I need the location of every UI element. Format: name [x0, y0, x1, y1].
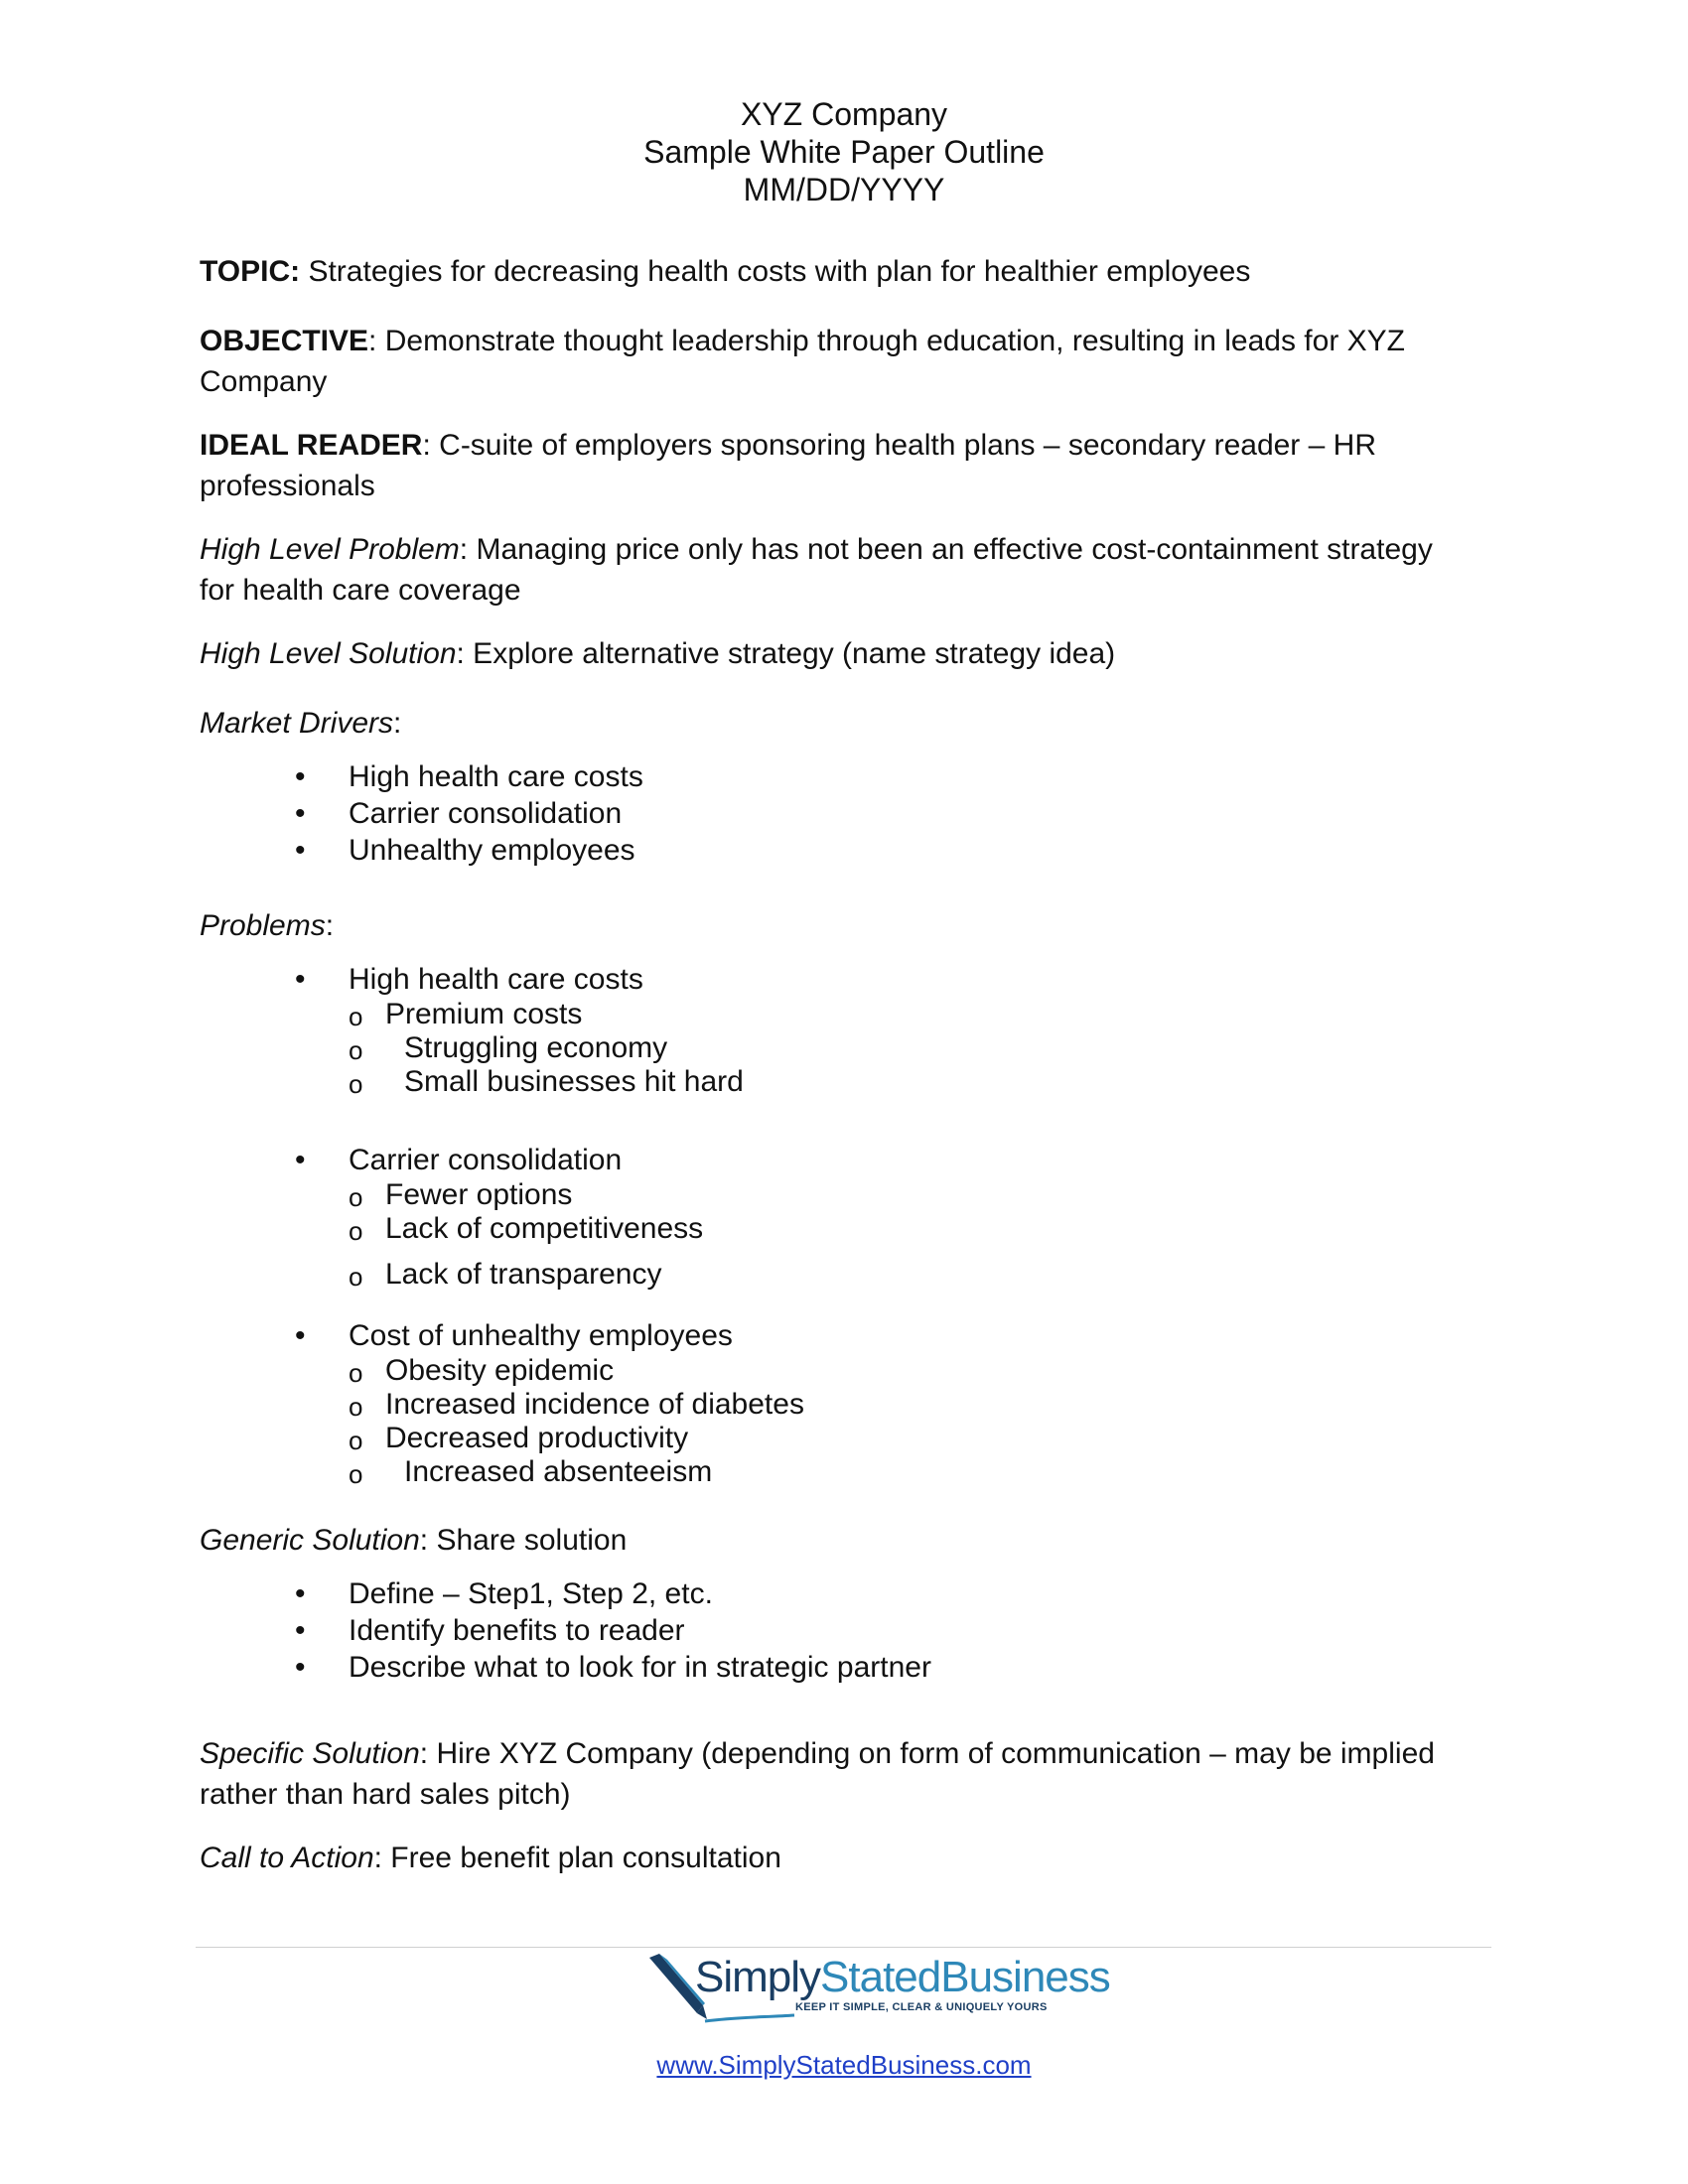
bullet-icon: •: [295, 1614, 306, 1647]
bullet-icon: •: [295, 1144, 306, 1176]
document-date: MM/DD/YYYY: [743, 172, 945, 207]
bullet-icon: •: [295, 797, 306, 830]
market-drivers-label: Market Drivers: [200, 707, 394, 740]
generic-solution-label: Generic Solution: [200, 1524, 420, 1557]
sub-list-item: [200, 1065, 1480, 1099]
sub-list-item-text: Increased incidence of diabetes: [385, 1388, 804, 1421]
company-logo: [645, 1952, 1110, 2027]
specific-solution-section: [200, 1733, 1480, 1815]
specific-solution-text-line1: : Hire XYZ Company (depending on form of communication – may be implied: [419, 1737, 1435, 1770]
market-drivers-heading: [200, 703, 1480, 744]
high-level-solution-label: High Level Solution: [200, 637, 457, 670]
problems-colon: :: [325, 909, 335, 942]
problems-group-1: [200, 961, 1480, 1099]
topic-section: [200, 251, 1480, 292]
ideal-reader-label: IDEAL READER: [200, 429, 423, 462]
sub-list-item-text: Small businesses hit hard: [404, 1065, 744, 1098]
circle-bullet-icon: o: [349, 1216, 363, 1246]
list-item: [200, 795, 1480, 832]
logo-word-simply: Simply: [695, 1953, 821, 2001]
sub-list-item: [200, 1354, 1480, 1388]
sub-list-item-text: Premium costs: [385, 998, 583, 1030]
list-item-text: Carrier consolidation: [349, 797, 623, 830]
circle-bullet-icon: o: [349, 1392, 363, 1422]
circle-bullet-icon: o: [349, 1182, 363, 1212]
list-item-text: High health care costs: [349, 760, 643, 793]
topic-label: TOPIC:: [200, 255, 301, 288]
problems-heading: [200, 905, 1480, 946]
list-item: [200, 1142, 1480, 1178]
objective-text-line1: : Demonstrate thought leadership through education, resulting in leads for XYZ: [368, 325, 1405, 357]
list-item-text: Identify benefits to reader: [349, 1614, 685, 1647]
sub-list-item: [200, 1212, 1480, 1246]
circle-bullet-icon: o: [349, 1459, 363, 1489]
problems-label: Problems: [200, 909, 326, 942]
list-item-text: High health care costs: [349, 963, 643, 996]
sub-list-item: [200, 1455, 1480, 1489]
market-drivers-colon: :: [393, 707, 402, 740]
bullet-icon: •: [295, 760, 306, 793]
bullet-icon: •: [295, 1577, 306, 1610]
bullet-icon: •: [295, 1651, 306, 1684]
sub-list-item: [200, 1178, 1480, 1212]
circle-bullet-icon: o: [349, 1035, 363, 1065]
circle-bullet-icon: o: [349, 1262, 363, 1292]
specific-solution-text-line2: rather than hard sales pitch): [200, 1778, 571, 1811]
sub-list-item: [200, 1422, 1480, 1455]
specific-solution-label: Specific Solution: [200, 1737, 420, 1770]
bullet-icon: •: [295, 834, 306, 867]
sub-list-item-text: Decreased productivity: [385, 1422, 689, 1454]
topic-text: Strategies for decreasing health costs with plan for healthier employees: [300, 255, 1251, 288]
company-name: XYZ Company: [740, 96, 948, 132]
sub-list-item-text: Lack of transparency: [385, 1258, 662, 1291]
high-level-problem-text-line2: for health care coverage: [200, 574, 521, 607]
sub-list-item-text: Struggling economy: [404, 1031, 668, 1064]
logo-word-statedbusiness: StatedBusiness: [820, 1953, 1110, 2001]
list-item: [200, 832, 1480, 869]
sub-list-item-text: Increased absenteeism: [404, 1455, 713, 1488]
list-item: [200, 1612, 1480, 1649]
ideal-reader-text-line1: : C-suite of employers sponsoring health plans – secondary reader – HR: [422, 429, 1376, 462]
document-title: Sample White Paper Outline: [643, 134, 1045, 170]
sub-list-item-text: Fewer options: [385, 1178, 573, 1211]
list-item-text: Describe what to look for in strategic partner: [349, 1651, 931, 1684]
footer-divider: [196, 1947, 1491, 1948]
circle-bullet-icon: o: [349, 1358, 363, 1388]
list-item: [200, 1317, 1480, 1354]
circle-bullet-icon: o: [349, 1426, 363, 1455]
generic-solution-list: [200, 1575, 1480, 1686]
sub-list-item-text: Obesity epidemic: [385, 1354, 615, 1387]
document-header: [0, 95, 1688, 208]
list-item: [200, 1649, 1480, 1686]
bullet-icon: •: [295, 963, 306, 996]
objective-section: [200, 321, 1480, 402]
sub-list-item: [200, 1388, 1480, 1422]
generic-solution-text: : Share solution: [419, 1524, 628, 1557]
call-to-action-text: : Free benefit plan consultation: [373, 1842, 781, 1874]
high-level-problem-section: [200, 529, 1480, 611]
market-drivers-list: [200, 758, 1480, 869]
sub-list-item-text: Lack of competitiveness: [385, 1212, 704, 1245]
call-to-action-section: [200, 1838, 1480, 1878]
generic-solution-section: [200, 1520, 1480, 1561]
circle-bullet-icon: o: [349, 1002, 363, 1031]
list-item-text: Define – Step1, Step 2, etc.: [349, 1577, 713, 1610]
circle-bullet-icon: o: [349, 1069, 363, 1099]
logo-wordmark: [695, 1952, 1110, 2003]
list-item-text: Cost of unhealthy employees: [349, 1319, 733, 1352]
website-link[interactable]: www.SimplyStatedBusiness.com: [656, 2050, 1032, 2080]
problems-group-3: [200, 1317, 1480, 1489]
sub-list-item: [200, 1031, 1480, 1065]
problems-group-2: [200, 1142, 1480, 1292]
ideal-reader-section: [200, 425, 1480, 506]
sub-list-item: [200, 998, 1480, 1031]
high-level-problem-label: High Level Problem: [200, 533, 460, 566]
call-to-action-label: Call to Action: [200, 1842, 374, 1874]
sub-list-item: [200, 1258, 1480, 1292]
list-item: [200, 758, 1480, 795]
logo-tagline: KEEP IT SIMPLE, CLEAR & UNIQUELY YOURS: [795, 2001, 1048, 2013]
ideal-reader-text-line2: professionals: [200, 470, 375, 502]
high-level-problem-text-line1: : Managing price only has not been an effective cost-containment strategy: [459, 533, 1433, 566]
website-footer: [0, 2049, 1688, 2081]
high-level-solution-section: [200, 633, 1480, 674]
high-level-solution-text: : Explore alternative strategy (name strategy idea): [456, 637, 1116, 670]
list-item: [200, 1575, 1480, 1612]
bullet-icon: •: [295, 1319, 306, 1352]
objective-text-line2: Company: [200, 365, 328, 398]
objective-label: OBJECTIVE: [200, 325, 369, 357]
list-item: [200, 961, 1480, 998]
list-item-text: Unhealthy employees: [349, 834, 635, 867]
list-item-text: Carrier consolidation: [349, 1144, 623, 1176]
